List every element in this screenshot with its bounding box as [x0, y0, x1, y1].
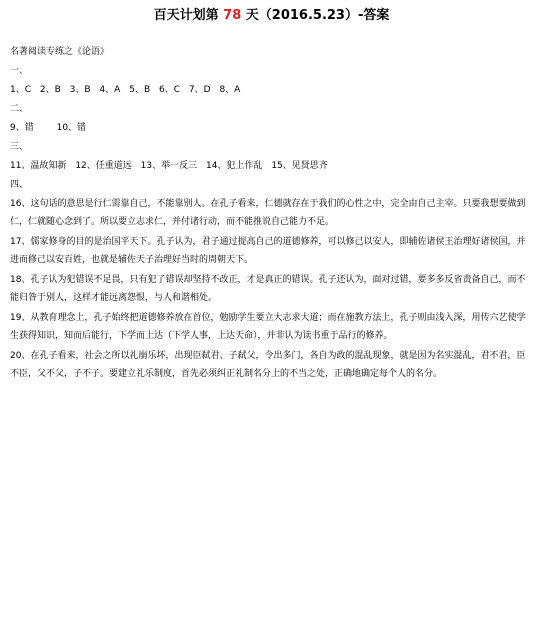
- answer-paragraph: 16、这句话的意思是行仁需靠自己，不能靠别人。在孔子看来，仁德就存在于我们的心性之中，完全由自己主宰。只要我想要做到仁，仁就随心念到了。所以要立志求仁，并付诸行动，而不能推说自己能力不足。: [10, 199, 526, 227]
- part-four-heading: 四、: [10, 180, 29, 190]
- answer-item: 13、举一反三: [140, 161, 198, 171]
- answer-item: 11、温故知新: [10, 161, 67, 171]
- answer-paragraph: 20、在孔子看来，社会之所以礼崩乐坏，出现臣弑君、子弑父，令出多门，各自为政的混乱现象，就是因为名实混乱，君不君，臣不臣，父不父，子不子。要建立礼乐制度，首先必须纠正礼制名分上的不当之处，正确地确定每个人的名分。: [10, 351, 526, 379]
- title-prefix: 百天计划第: [153, 8, 224, 23]
- title-suffix: 天（2016.5.23）-答案: [241, 8, 390, 23]
- page-title: [10, 8, 533, 24]
- answer-item: 1、C: [10, 85, 32, 95]
- answer-item: 5、B: [129, 85, 151, 95]
- answer-paragraph: 19、从教育理念上，孔子始终把道德修养放在首位，勉励学生要立大志求大道；而在施教方法上，孔子则由浅入深，用传六艺使学生获得知识，知而后能行，下学而上达（下学人事，上达天命），并非认为读书重于品行的修养。: [10, 313, 526, 341]
- answer-item: 6、C: [159, 85, 181, 95]
- part-two-answers: [10, 119, 533, 138]
- part-two-heading: 二、: [10, 104, 29, 114]
- part-one-heading: 一、: [10, 66, 29, 76]
- section-title: 名著阅读专练之《论语》: [10, 47, 110, 57]
- answer-item: 10、错: [56, 123, 87, 133]
- answer-item: 8、A: [219, 85, 241, 95]
- answer-item: 12、任重道远: [75, 161, 132, 171]
- answer-paragraph: 18、孔子认为犯错误不足畏，只有犯了错误却坚持不改正，才是真正的错误。孔子还认为，面对过错，要多多反省责备自己，而不能归咎于别人，这样才能远离怨恨，与人和谐相处。: [10, 275, 526, 303]
- day-number: 78: [223, 8, 242, 23]
- answer-item: 3、B: [69, 85, 91, 95]
- part-three-answers: [10, 157, 533, 176]
- answer-item: 9、错: [10, 123, 34, 133]
- answer-item: 14、犯上作乱: [205, 161, 263, 171]
- answer-item: 2、B: [39, 85, 61, 95]
- answer-item: 7、D: [188, 85, 211, 95]
- part-one-answers: [10, 81, 533, 100]
- part-three-heading: 三、: [10, 142, 29, 152]
- answer-item: 4、A: [99, 85, 121, 95]
- answer-paragraph: 17、儒家修身的目的是治国平天下。孔子认为，君子通过提高自己的道德修养，可以修己以安人，即辅佐诸侯王治理好诸侯国，并进而修己以安百姓，也就是辅佐天子治理好当时的周朝天下。: [10, 237, 526, 265]
- answer-item: 15、见贤思齐: [271, 161, 328, 171]
